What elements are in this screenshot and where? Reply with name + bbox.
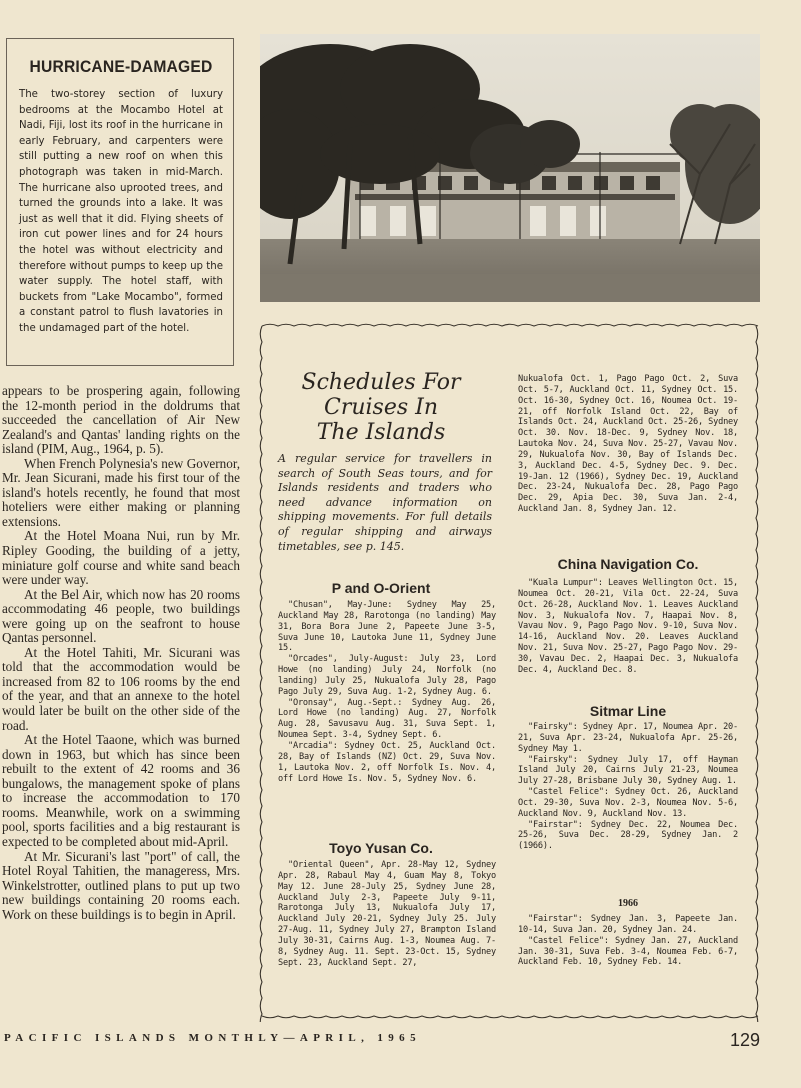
- masthead-footer: PACIFIC ISLANDS MONTHLY—APRIL, 1965: [4, 1032, 421, 1044]
- schedule-entry: "Fairsky": Sydney July 17, off Hayman Island July 20, Cairns July 21-23, Noumea July 27-28, Brisbane July 30, Sydney Aug. 1.: [518, 754, 738, 787]
- schedules-title-line: Cruises In: [323, 395, 438, 420]
- caption-title: HURRICANE-DAMAGED: [29, 57, 213, 76]
- schedule-entry: "Kuala Lumpur": Leaves Wellington Oct. 15, Noumea Oct. 20-21, Vila Oct. 22-24, Suva Oct. 26-28, Auckland Nov. 1. Leaves Auckland Nov. 3, Nukualofa Nov. 7, Haapai Nov. 8, Vavau Nov. 9, Pago Pago Nov. 9-10, Suva Nov. 14-16, Auckland Nov. 20. Leaves Auckland Nov. 21, Suva Nov. 25-27, Pago Pago Nov. 29-30, Vavau Dec. 2, Haapai Dec. 3, Nukualofa Dec. 4, Auckland Dec. 8.: [518, 578, 738, 675]
- schedule-entry: "Fairstar": Sydney Dec. 22, Noumea Dec. 25-26, Suva Dec. 28-29, Sydney Jan. 2 (1966).: [518, 819, 738, 852]
- sitmar-schedule: [518, 722, 738, 852]
- schedule-entry: "Arcadia": Sydney Oct. 25, Auckland Oct. 28, Bay of Islands (NZ) Oct. 29, Suva Nov. 1, Lautoka Nov. 2, off Norfolk Is. Nov. 4, off Lord Howe Is. Nov. 5, Sydney Nov. 6.: [278, 740, 496, 784]
- article-paragraph: At the Hotel Tahiti, Mr. Sicurani was told that the accommodation would be increased from 82 to 106 rooms by the end of the year, and that an annexe to the hotel would later be built on the other side of the road.: [2, 644, 240, 733]
- article-paragraph: At the Hotel Taaone, which was burned down in 1963, but which has since been rebuilt to the extent of 42 rooms and 36 bungalows, the management spoke of plans to increase the accommodation to 170 rooms. Meanwhile, work on a swimming pool, sports facilities and a big restaurant is expected to be completed about mid-April.: [2, 732, 240, 849]
- wavy-border-edge: [260, 326, 262, 1022]
- p-and-o-heading: P and O-Orient: [331, 580, 431, 596]
- page-number: 129: [730, 1030, 761, 1050]
- schedule-entry: "Orcades", July-August: July 23, Lord Howe (no landing) July 24, Norfolk (no landing) July 25, Nukualofa July 28, Pago Pago July 29, Suva Aug. 1-2, Sydney Aug. 6.: [278, 654, 496, 697]
- year-heading: 1966: [618, 898, 638, 909]
- wavy-border-edge: [756, 326, 758, 1022]
- toyo-yusan-schedule: [278, 860, 496, 968]
- schedule-entry: "Castel Felice": Sydney Oct. 26, Auckland Oct. 29-30, Suva Nov. 2-3, Noumea Nov. 5-6, Auckland Nov. 9, Auckland Nov. 13.: [518, 787, 738, 819]
- schedules-title-line: Schedules For: [301, 370, 461, 395]
- schedule-entry: "Chusan", May-June: Sydney May 25, Auckland May 28, Rarotonga (no landing) May 31, Bora Bora June 2, Papeete June 3-5, Suva June 10, Lautoka June 11, Sydney June 15.: [278, 600, 496, 654]
- hotel-photo: [260, 34, 760, 302]
- p-and-o-schedule: [278, 600, 496, 784]
- article-paragraph: When French Polynesia's new Governor, Mr. Jean Sicurani, made his first tour of the island's hotels recently, he found that most hoteliers were either making or planning extensions.: [2, 455, 240, 529]
- article-column: [2, 384, 240, 922]
- schedule-entry: "Fairstar": Sydney Jan. 3, Papeete Jan. 10-14, Suva Jan. 20, Sydney Jan. 24.: [518, 914, 738, 935]
- schedules-title-line: The Islands: [316, 420, 446, 445]
- sitmar-heading: Sitmar Line: [589, 703, 667, 719]
- china-navigation-heading: China Navigation Co.: [557, 556, 699, 572]
- hotel-photo-image: [260, 34, 760, 302]
- toyo-yusan-schedule-continued: [518, 374, 738, 515]
- schedule-entry: Nukualofa Oct. 1, Pago Pago Oct. 2, Suva Oct. 5-7, Auckland Oct. 11, Sydney Oct. 15. Oct. 16-30, Sydney Oct. 16, Noumea Oct. 19-21, off Norfolk Island Oct. 22, Bay of Islands Oct. 24, Auckland Oct. 25-26, Sydney Oct. 30. Nov. 18-Dec. 9, Sydney Nov. 18, Lautoka Nov. 24, Suva Nov. 25-27, Vavau Nov. 29, Nukualofa Nov. 30, Bay of Islands Dec. 3, Auckland Dec. 4-5, Sydney Dec. 9. Dec. 19-Jan. 12 (1966), Sydney Dec. 19, Auckland Dec. 23-24, Nukualofa Dec. 28, Pago Pago Dec. 29, Apia Dec. 30, Suva Jan. 2-4, Auckland Jan. 8, Sydney Jan. 12.: [518, 374, 738, 515]
- schedule-entry: "Oriental Queen", Apr. 28-May 12, Sydney Apr. 28, Rabaul May 4, Guam May 8, Tokyo May 12. June 28-July 25, Sydney June 28, Auckland July 2-3, Papeete July 9-11, Rarotonga July 13, Nukualofa July 17, Auckland July 20-21, Sydney July 25. July 27-Aug. 11, Sydney July 27, Brampton Island July 30-31, Cairns Aug. 1-3, Noumea Aug. 7-8, Sydney Aug. 11. Sept. 23-Oct. 15, Sydney Sept. 23, Auckland Sept. 27,: [278, 860, 496, 968]
- schedules-title: [272, 370, 490, 445]
- wavy-border-edge: [262, 1016, 758, 1018]
- schedules-intro: A regular service for travellers in search of South Seas tours, and for Islands residents and traders who need advance information on shipping movements. For full details of regular shipping and airways timetables, see p. 145.: [278, 452, 492, 553]
- toyo-yusan-heading: Toyo Yusan Co.: [329, 840, 433, 856]
- article-paragraph: At the Hotel Moana Nui, run by Mr. Ripley Gooding, the building of a jetty, miniature golf course and white sand beach were under way.: [2, 528, 240, 588]
- china-navigation-schedule: [518, 578, 738, 676]
- sitmar-schedule-1966: [518, 914, 738, 968]
- photo-caption-box: [6, 38, 234, 366]
- schedule-entry: "Fairsky": Sydney Apr. 17, Noumea Apr. 20-21, Suva Apr. 23-24, Nukualofa Apr. 25-26, Sydney May 1.: [518, 722, 738, 754]
- article-paragraph: appears to be prospering again, following the 12-month period in the doldrums that succeeded the cancellation of Air New Zealand's and Qantas' landing rights on the island (PIM, Aug., 1964, p. 5).: [2, 383, 240, 457]
- schedule-entry: "Oronsay", Aug.-Sept.: Sydney Aug. 26, Lord Howe (no landing) Aug. 27, Norfolk Aug. 28, Savusavu Aug. 31, Suva Sept. 1, Noumea Sept. 3-4, Sydney Sept. 6.: [278, 697, 496, 741]
- article-paragraph: At Mr. Sicurani's last "port" of call, the Hotel Royal Tahitien, the manageress, Mrs. Winkelstrotter, outlined plans to put up two new buildings containing 20 rooms each. Work on these buildings is to begin in April.: [2, 848, 240, 922]
- schedule-entry: "Castel Felice": Sydney Jan. 27, Auckland Jan. 30-31, Suva Feb. 3-4, Noumea Feb. 6-7, Auckland Feb. 10, Sydney Feb. 14.: [518, 935, 738, 968]
- caption-text: The two-storey section of luxury bedrooms at the Mocambo Hotel at Nadi, Fiji, lost its roof in the hurricane in early February, and carpenters were still putting a new roof on when this photograph was taken in mid-March. The hurricane also uprooted trees, and turned the grounds into a lake. It was just as well that it did. Flying sheets of iron cut power lines and for 24 hours the hotel was without electricity and therefore without pumps to keep up the water supply. The hotel staff, with buckets from "Lake Mocambo", formed a constant patrol to flush lavatories in the undamaged part of the hotel.: [19, 89, 223, 334]
- article-paragraph: At the Bel Air, which now has 20 rooms accommodating 46 people, two buildings were going up on the seafront to house Qantas personnel.: [2, 586, 240, 646]
- wavy-border-edge: [262, 324, 758, 326]
